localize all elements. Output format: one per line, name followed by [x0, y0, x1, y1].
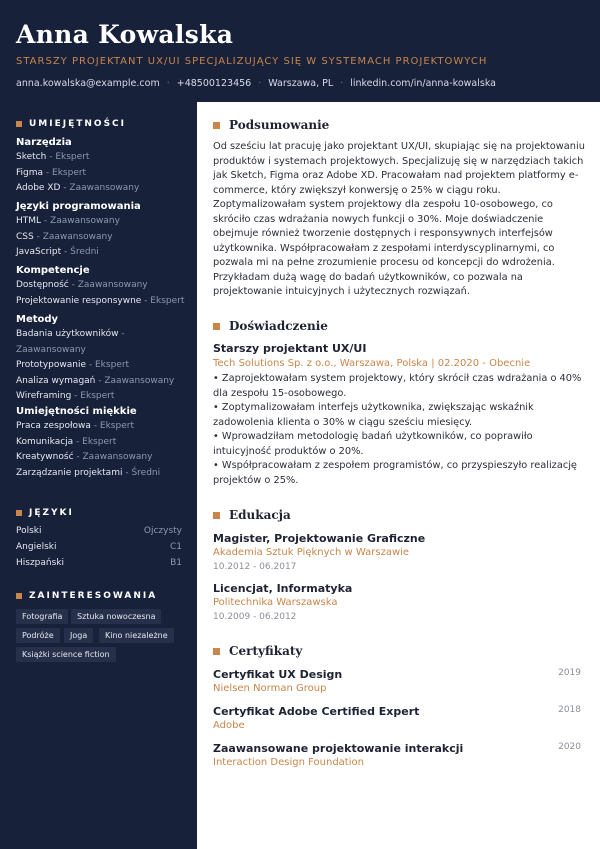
square-bullet-icon: [16, 510, 22, 516]
separator: ·: [166, 78, 170, 89]
skill-group: [16, 406, 186, 481]
job-title: Starszy projektant UX/UI: [213, 342, 367, 355]
skill-item: Komunikacja - Ekspert: [16, 436, 117, 447]
job-company: Tech Solutions Sp. z o.o., Warszawa, Polska | 02.2020 - Obecnie: [213, 358, 531, 369]
summary-heading: Podsumowanie: [213, 118, 329, 132]
cert-year: 2020: [558, 742, 581, 752]
education-dates: 10.2012 - 06.2017: [213, 562, 297, 572]
skill-item: Badania użytkowników - Zaawansowany: [16, 329, 125, 355]
square-bullet-icon: [213, 122, 220, 129]
cert-year: 2019: [558, 668, 581, 678]
experience-heading: Doświadczenie: [213, 319, 328, 333]
language-row: Angielski C1: [16, 542, 182, 552]
candidate-name: Anna Kowalska: [16, 20, 234, 49]
skill-item: JavaScript - Średni: [16, 247, 99, 257]
job-subtitle: STARSZY PROJEKTANT UX/UI SPECJALIZUJĄCY SIĘ W SYSTEMACH PROJEKTOWYCH: [16, 56, 488, 67]
skill-item: Sketch - Ekspert: [16, 152, 90, 162]
skill-item: Dostępność - Zaawansowany: [16, 280, 148, 290]
education-degree: Magister, Projektowanie Graficzne: [213, 532, 426, 545]
skill-item: HTML - Zaawansowany: [16, 216, 120, 226]
contact-location: Warszawa, PL: [268, 78, 334, 89]
interest-tag: Sztuka nowoczesna: [71, 609, 161, 624]
skill-item: Projektowanie responsywne - Ekspert: [16, 295, 185, 306]
contact-phone[interactable]: +48500123456: [176, 78, 252, 89]
skill-category: Umiejętności miękkie: [16, 406, 137, 417]
list-item: • Współpracowałam z zespołem programistów, co przyspieszyło realizację projektów o 25%.: [213, 460, 577, 486]
square-bullet-icon: [16, 593, 22, 599]
interest-tag: Podróże: [16, 628, 60, 643]
square-bullet-icon: [213, 648, 220, 655]
square-bullet-icon: [16, 121, 22, 127]
skill-item: Prototypowanie - Ekspert: [16, 360, 130, 370]
skill-group: [16, 137, 186, 197]
skill-item: Wireframing - Ekspert: [16, 391, 115, 401]
contact-line: [16, 78, 496, 89]
skill-item: Analiza wymagań - Zaawansowany: [16, 375, 175, 386]
skill-item: Adobe XD - Zaawansowany: [16, 183, 140, 193]
skill-item: Praca zespołowa - Ekspert: [16, 421, 134, 431]
sidebar: [0, 102, 197, 849]
skill-item: Kreatywność - Zaawansowany: [16, 452, 153, 462]
skill-category: Metody: [16, 314, 59, 325]
skill-item: Zarządzanie projektami - Średni: [16, 467, 161, 478]
interests-heading: ZAINTERESOWANIA: [16, 591, 157, 601]
skill-group: [16, 314, 186, 405]
cert-issuer: Interaction Design Foundation: [213, 757, 364, 768]
languages-heading: JĘZYKI: [16, 508, 74, 518]
language-row: Polski Ojczysty: [16, 526, 182, 536]
interest-tag: Joga: [64, 628, 93, 643]
skill-group: [16, 265, 186, 309]
resume-header: [0, 0, 600, 102]
education-degree: Licencjat, Informatyka: [213, 582, 353, 595]
cert-name: Certyfikat UX Design: [213, 668, 343, 681]
cert-issuer: Adobe: [213, 720, 245, 731]
list-item: • Wprowadziłam metodologię badań użytkowników, co poprawiło intuicyjność produktów o 20%.: [213, 431, 533, 457]
skill-item: CSS - Zaawansowany: [16, 231, 113, 242]
square-bullet-icon: [213, 512, 220, 519]
skill-category: Narzędzia: [16, 137, 72, 148]
list-item: • Zoptymalizowałam interfejs użytkownika, zwiększając wskaźnik zadowolenia klienta o 30% w ciągu sześciu miesięcy.: [213, 402, 534, 428]
interest-tag: Książki science fiction: [16, 647, 116, 662]
skill-category: Kompetencje: [16, 265, 90, 276]
contact-linkedin[interactable]: linkedin.com/in/anna-kowalska: [350, 78, 496, 89]
language-row: Hiszpański B1: [16, 558, 182, 568]
skill-category: Języki programowania: [16, 201, 141, 212]
education-heading: Edukacja: [213, 508, 291, 522]
separator: ·: [258, 78, 262, 89]
contact-email[interactable]: anna.kowalska@example.com: [16, 78, 160, 89]
cert-name: Zaawansowane projektowanie interakcji: [213, 742, 464, 755]
skills-heading: UMIEJĘTNOŚCI: [16, 119, 126, 129]
interest-tag: Kino niezależne: [99, 628, 174, 643]
summary-text: Od sześciu lat pracuję jako projektant UX/UI, skupiając się na projektowaniu produktów i systemach projektowych. Specjalizuję się w narzędziach takich jak Sketch, Figma oraz Adobe XD. Pracowałam nad projektem platformy e-commerce, który zwiększył konwersję o 25% w ciągu roku. Zoptymalizowałam system projektowy dla zespołu 10-osobowego, co skróciło czas wdrażania nowych funkcji o 30%. Moje doświadczenie obejmuje również tworzenie dostępnych i responsywnych interfejsów użytkownika. Współpracowałam z zespołami interdyscyplinarnymi, co pozwala mi na pełne zrozumienie procesu od koncepcji do wdrożenia. Przykładam dużą wagę do badań użytkowników, co pozwala na projektowanie intuicyjnych i użytecznych rozwiązań.: [213, 141, 585, 297]
skill-item: Figma - Ekspert: [16, 167, 87, 178]
job-bullets: [213, 372, 585, 488]
education-school: Politechnika Warszawska: [213, 597, 338, 608]
square-bullet-icon: [213, 323, 220, 330]
list-item: • Zaprojektowałam system projektowy, który skrócił czas wdrażania o 40% dla zespołu 15-osobowego.: [213, 373, 582, 399]
cert-issuer: Nielsen Norman Group: [213, 683, 327, 694]
cert-year: 2018: [558, 705, 581, 715]
separator: ·: [340, 78, 344, 89]
interest-tag: Fotografia: [16, 609, 68, 624]
education-school: Akademia Sztuk Pięknych w Warszawie: [213, 547, 410, 558]
education-dates: 10.2009 - 06.2012: [213, 612, 297, 622]
skill-group: [16, 201, 186, 261]
certificates-heading: Certyfikaty: [213, 644, 302, 658]
cert-name: Certyfikat Adobe Certified Expert: [213, 705, 420, 718]
